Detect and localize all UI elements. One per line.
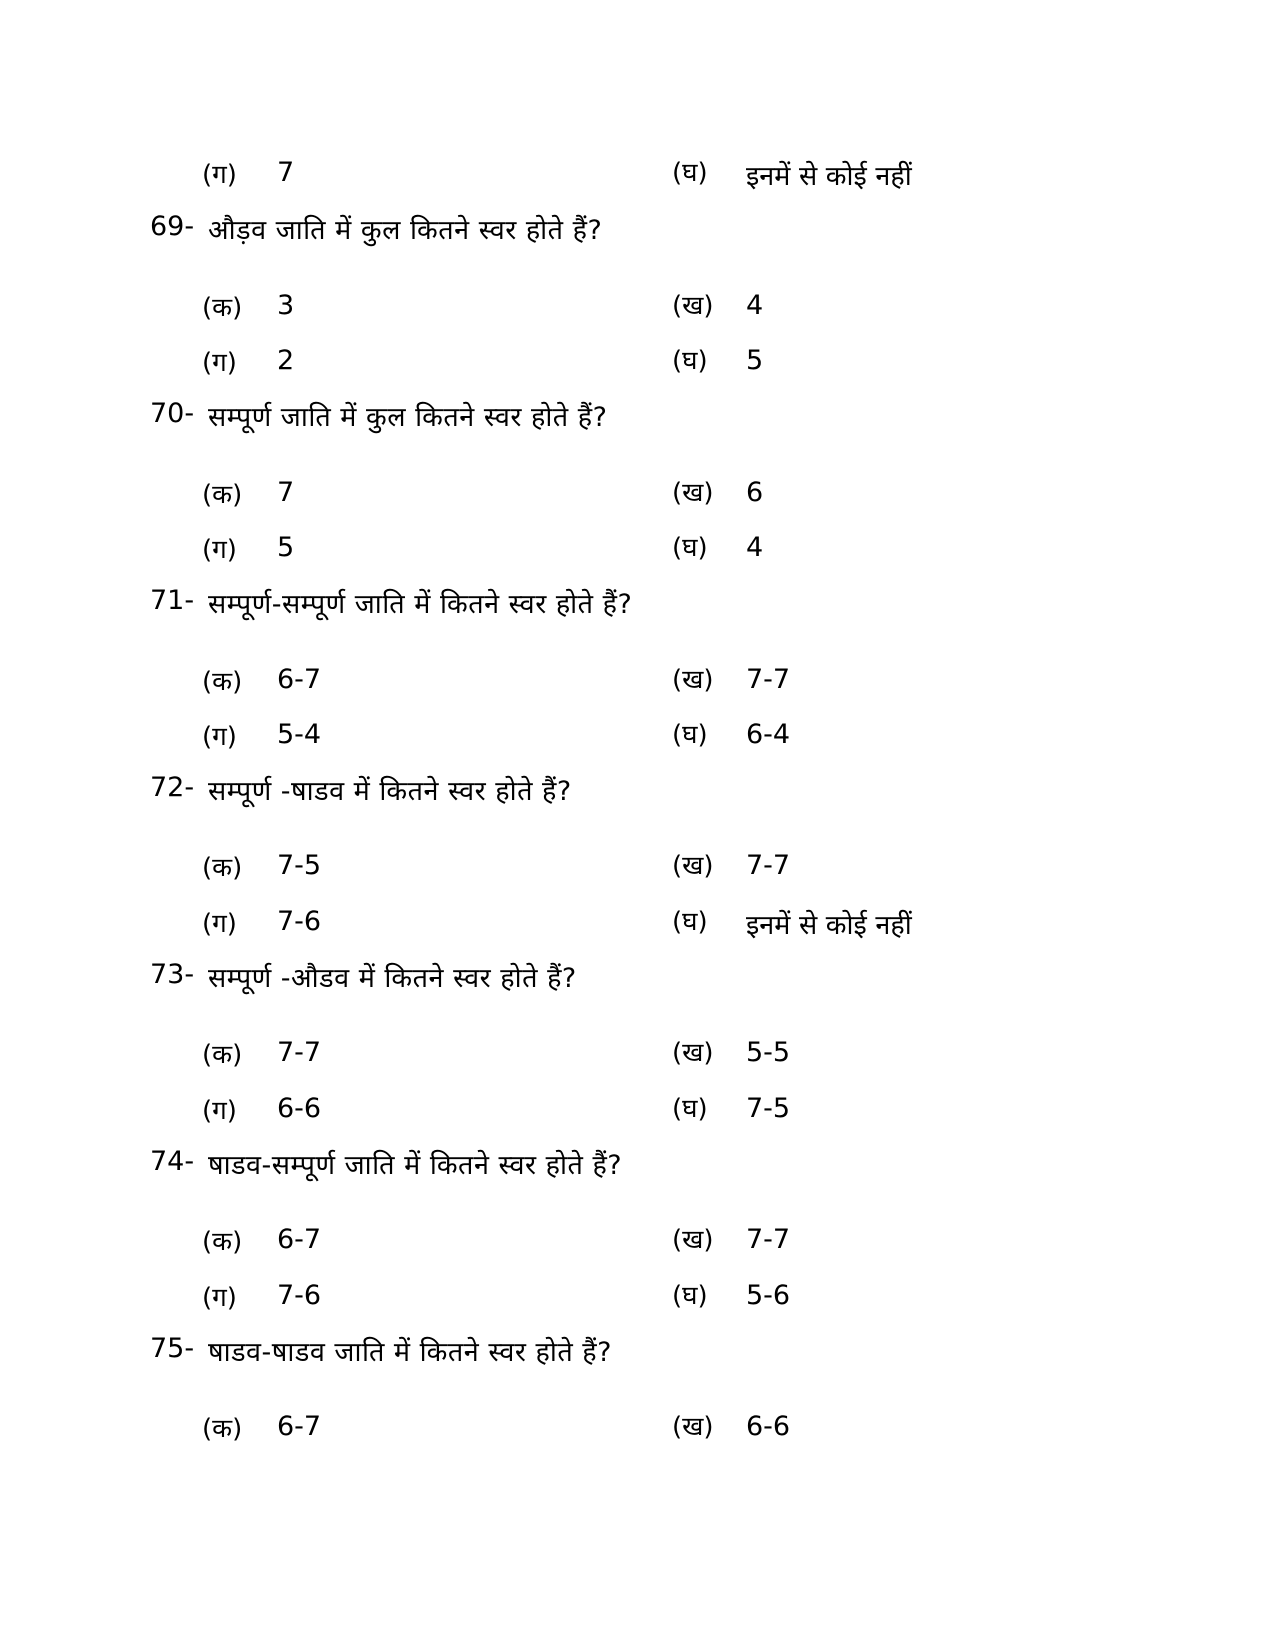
option-value: 7-7 [746, 850, 791, 881]
option-label: (ग) [202, 348, 237, 378]
option-value: 7-6 [277, 1280, 322, 1311]
option-label: (क) [202, 853, 243, 883]
option-label: (घ) [672, 720, 708, 750]
option-value: 5 [277, 532, 295, 563]
option-label: (ख) [672, 1225, 714, 1255]
question-text: औड़व जाति में कुल कितने स्वर होते हैं? [208, 215, 603, 246]
option-label: (ग) [202, 1096, 237, 1126]
option-label: (ग) [202, 535, 237, 565]
option-value: 7-7 [746, 1224, 791, 1255]
option-value: 7 [277, 157, 295, 188]
option-value: 7-7 [277, 1037, 322, 1068]
option-value: 7-5 [277, 850, 322, 881]
option-label: (घ) [672, 1094, 708, 1124]
question-text: सम्पूर्ण -औडव में कितने स्वर होते हैं? [208, 963, 577, 994]
option-value: 7-7 [746, 664, 791, 695]
option-value: 6-7 [277, 1224, 322, 1255]
option-value: 4 [746, 290, 764, 321]
option-value: इनमें से कोई नहीं [746, 161, 912, 192]
option-label: (ख) [672, 851, 714, 881]
option-value: 7-5 [746, 1093, 791, 1124]
question-text: सम्पूर्ण -षाडव में कितने स्वर होते हैं? [208, 776, 572, 807]
option-label: (क) [202, 480, 243, 510]
question-number: 74- [150, 1146, 195, 1177]
option-value: 5-4 [277, 719, 322, 750]
question-number: 72- [150, 772, 195, 803]
question-text: सम्पूर्ण जाति में कुल कितने स्वर होते हैं? [208, 402, 608, 433]
question-number: 69- [150, 211, 195, 242]
option-label: (ग) [202, 1283, 237, 1313]
option-value: 6-7 [277, 1411, 322, 1442]
option-label: (घ) [672, 158, 708, 188]
option-label: (ग) [202, 909, 237, 939]
option-label: (ग) [202, 160, 237, 190]
option-value: 6 [746, 477, 764, 508]
question-number: 70- [150, 398, 195, 429]
option-value: 6-7 [277, 664, 322, 695]
question-text: सम्पूर्ण-सम्पूर्ण जाति में कितने स्वर होते हैं? [208, 589, 633, 620]
option-label: (क) [202, 293, 243, 323]
option-label: (घ) [672, 1281, 708, 1311]
option-value: 7 [277, 477, 295, 508]
option-label: (ख) [672, 1412, 714, 1442]
option-value: 6-6 [746, 1411, 791, 1442]
option-label: (घ) [672, 533, 708, 563]
option-label: (ख) [672, 665, 714, 695]
option-value: 3 [277, 290, 295, 321]
option-label: (घ) [672, 346, 708, 376]
question-text: षाडव-सम्पूर्ण जाति में कितने स्वर होते हैं? [208, 1150, 623, 1181]
option-label: (क) [202, 1040, 243, 1070]
option-label: (ख) [672, 291, 714, 321]
option-value: 6-6 [277, 1093, 322, 1124]
option-value: 4 [746, 532, 764, 563]
option-value: 5 [746, 345, 764, 376]
option-value: 6-4 [746, 719, 791, 750]
option-label: (घ) [672, 907, 708, 937]
option-label: (ग) [202, 722, 237, 752]
option-value: 5-5 [746, 1037, 791, 1068]
option-value: 2 [277, 345, 295, 376]
option-label: (ख) [672, 1038, 714, 1068]
option-label: (ख) [672, 478, 714, 508]
option-value: 5-6 [746, 1280, 791, 1311]
option-label: (क) [202, 1227, 243, 1257]
question-number: 71- [150, 585, 195, 616]
option-label: (क) [202, 1414, 243, 1444]
question-number: 75- [150, 1333, 195, 1364]
option-label: (क) [202, 667, 243, 697]
question-number: 73- [150, 959, 195, 990]
option-value: इनमें से कोई नहीं [746, 910, 912, 941]
option-value: 7-6 [277, 906, 322, 937]
question-text: षाडव-षाडव जाति में कितने स्वर होते हैं? [208, 1337, 612, 1368]
